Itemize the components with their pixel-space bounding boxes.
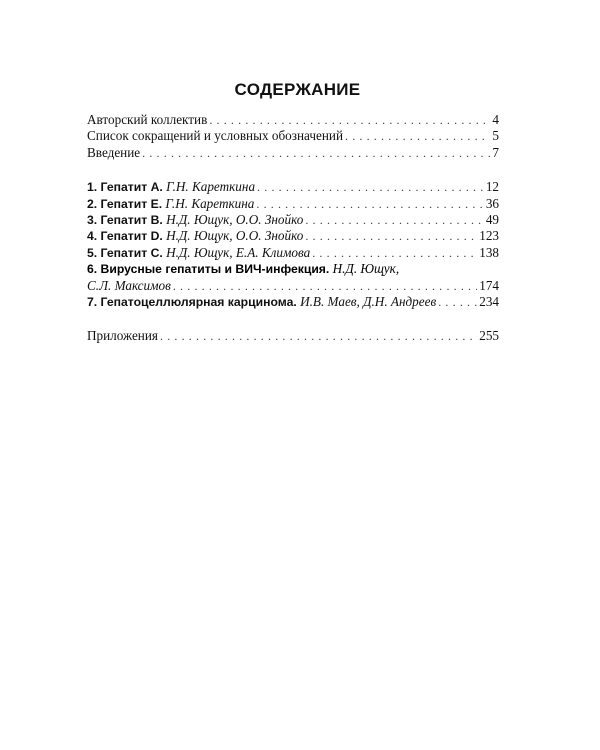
toc-entry-authors[interactable] <box>87 112 499 128</box>
dot-leader <box>142 146 490 161</box>
chapter-title: 3. Гепатит В. <box>87 213 163 228</box>
dot-leader <box>305 213 483 228</box>
toc-entry-page: 4 <box>492 112 499 127</box>
chapter-authors: Г.Н. Кареткина <box>165 195 255 211</box>
table-of-contents <box>87 112 499 345</box>
chapter-page: 123 <box>479 228 499 244</box>
page-title: СОДЕРЖАНИЕ <box>234 80 361 99</box>
dot-leader <box>305 229 477 244</box>
chapter-title: 7. Гепатоцеллюлярная карцинома. <box>87 295 297 310</box>
chapter-authors: И.В. Маев, Д.Н. Андреев <box>300 294 437 310</box>
dot-leader <box>173 279 477 294</box>
section-spacer <box>87 310 499 328</box>
toc-entry-label: Приложения <box>87 328 158 344</box>
toc-chapter-4[interactable] <box>87 228 499 244</box>
toc-chapter-3[interactable] <box>87 212 499 228</box>
chapter-title: 2. Гепатит Е. <box>87 196 163 211</box>
toc-entry-label: Введение <box>87 144 141 160</box>
toc-chapter-1[interactable] <box>87 179 499 195</box>
dot-leader <box>345 129 490 144</box>
dot-leader <box>160 329 477 344</box>
dot-leader <box>438 295 477 310</box>
toc-entry-label: Список сокращений и условных обозначений <box>87 128 343 144</box>
chapter-authors: Н.Д. Ющук, О.О. Знойко <box>166 212 304 228</box>
toc-chapter-6[interactable] <box>87 261 499 294</box>
chapter-page: 49 <box>485 212 499 228</box>
chapter-authors: Г.Н. Кареткина <box>166 179 256 195</box>
toc-entry-abbreviations[interactable] <box>87 128 499 144</box>
chapter-title: 4. Гепатит D. <box>87 229 163 244</box>
toc-entry-introduction[interactable] <box>87 145 499 161</box>
dot-leader <box>256 197 483 212</box>
chapter-page: 234 <box>479 294 499 310</box>
toc-chapter-7[interactable] <box>87 294 499 310</box>
dot-leader <box>312 246 477 261</box>
toc-chapter-2[interactable] <box>87 196 499 212</box>
chapter-authors-cont: С.Л. Максимов <box>87 277 171 293</box>
chapter-title: 1. Гепатит А. <box>87 180 163 195</box>
section-spacer <box>87 161 499 179</box>
toc-entry-page: 7 <box>492 144 499 160</box>
chapter-title: 6. Вирусные гепатиты и ВИЧ-инфекция. <box>87 262 330 277</box>
chapter-page: 36 <box>485 195 499 211</box>
toc-entry-page: 255 <box>479 328 499 344</box>
dot-leader <box>257 180 484 195</box>
toc-entry-label: Авторский коллектив <box>87 112 208 127</box>
chapter-page: 174 <box>479 277 499 293</box>
dot-leader <box>209 113 490 128</box>
chapter-page: 138 <box>479 244 499 260</box>
chapter-authors: Н.Д. Ющук, <box>332 261 400 277</box>
chapter-authors: Н.Д. Ющук, О.О. Знойко <box>166 228 304 244</box>
toc-chapter-5[interactable] <box>87 245 499 261</box>
toc-entry-page: 5 <box>492 128 499 144</box>
chapter-title: 5. Гепатит С. <box>87 245 163 260</box>
chapter-page: 12 <box>485 179 499 195</box>
chapter-authors: Н.Д. Ющук, Е.А. Климова <box>166 244 311 260</box>
toc-entry-appendix[interactable] <box>87 328 499 344</box>
